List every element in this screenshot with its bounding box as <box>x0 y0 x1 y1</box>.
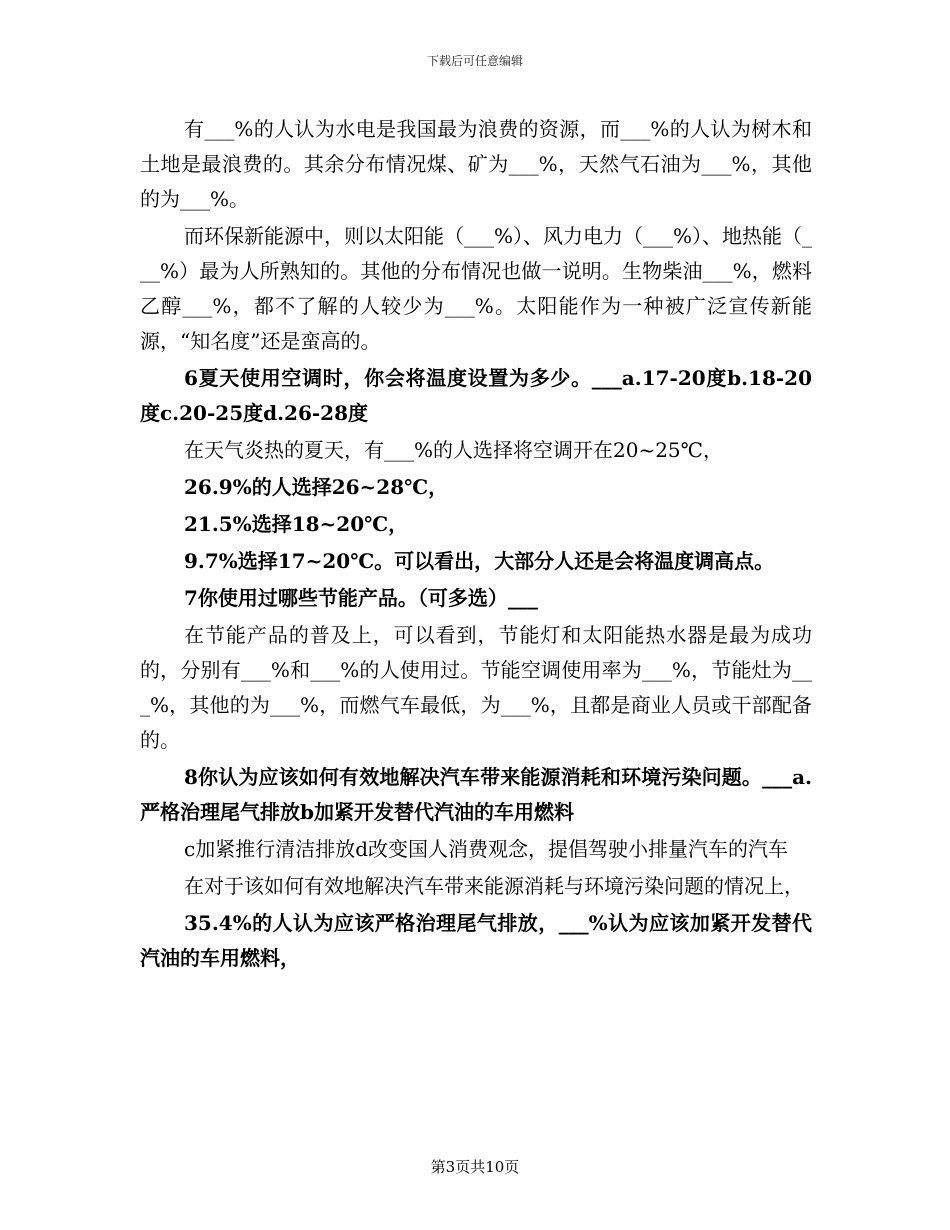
stat-line-4: 35.4%的人认为应该严格治理尾气排放，___%认为应该加紧开发替代汽油的车用燃料， <box>140 911 812 970</box>
document-body <box>140 112 812 976</box>
page-header: 下载后可任意编辑 <box>426 54 523 68</box>
stat-line-2: 21.5%选择18~20℃， <box>184 512 409 536</box>
question-8: 8你认为应该如何有效地解决汽车带来能源消耗和环境污染问题。___a.严格治理尾气排放b加紧开发替代汽油的车用燃料 <box>140 765 812 824</box>
stat-line-3: 9.7%选择17~20℃。可以看出，大部分人还是会将温度调高点。 <box>184 549 775 573</box>
question-6: 6夏天使用空调时，你会将温度设置为多少。___a.17-20度b.18-20度c.20-25度d.26-28度 <box>140 366 812 425</box>
paragraph-2: 而环保新能源中，则以太阳能（___%）、风力电力（___%）、地热能（___%）最为人所熟知的。其他的分布情况也做一说明。生物柴油___%，燃料乙醇___%，都不了解的人较少为___%。太阳能作为一种被广泛宣传新能源，“知名度”还是蛮高的。 <box>140 224 813 353</box>
paragraph-1: 有___%的人认为水电是我国最为浪费的资源，而___%的人认为树木和土地是最浪费的。其余分布情况煤、矿为___%，天然气石油为___%，其他的为___%。 <box>140 117 812 211</box>
paragraph-3: 在天气炎热的夏天，有___%的人选择将空调开在20~25℃， <box>184 438 724 462</box>
stat-line-1: 26.9%的人选择26~28℃， <box>184 475 449 499</box>
question-7: 7你使用过哪些节能产品。（可多选）___ <box>184 586 538 610</box>
paragraph-5: c加紧推行清洁排放d改变国人消费观念，提倡驾驶小排量汽车的汽车 <box>184 837 789 861</box>
page-footer: 第3页共10页 <box>430 1158 520 1176</box>
paragraph-4: 在节能产品的普及上，可以看到，节能灯和太阳能热水器是最为成功的，分别有___%和___%的人使用过。节能空调使用率为___%，节能灶为___%，其他的为___%，而燃气车最低，为___%，且都是商业人员或干部配备的。 <box>140 623 812 752</box>
paragraph-6: 在对于该如何有效地解决汽车带来能源消耗与环境污染问题的情况上， <box>184 874 804 898</box>
